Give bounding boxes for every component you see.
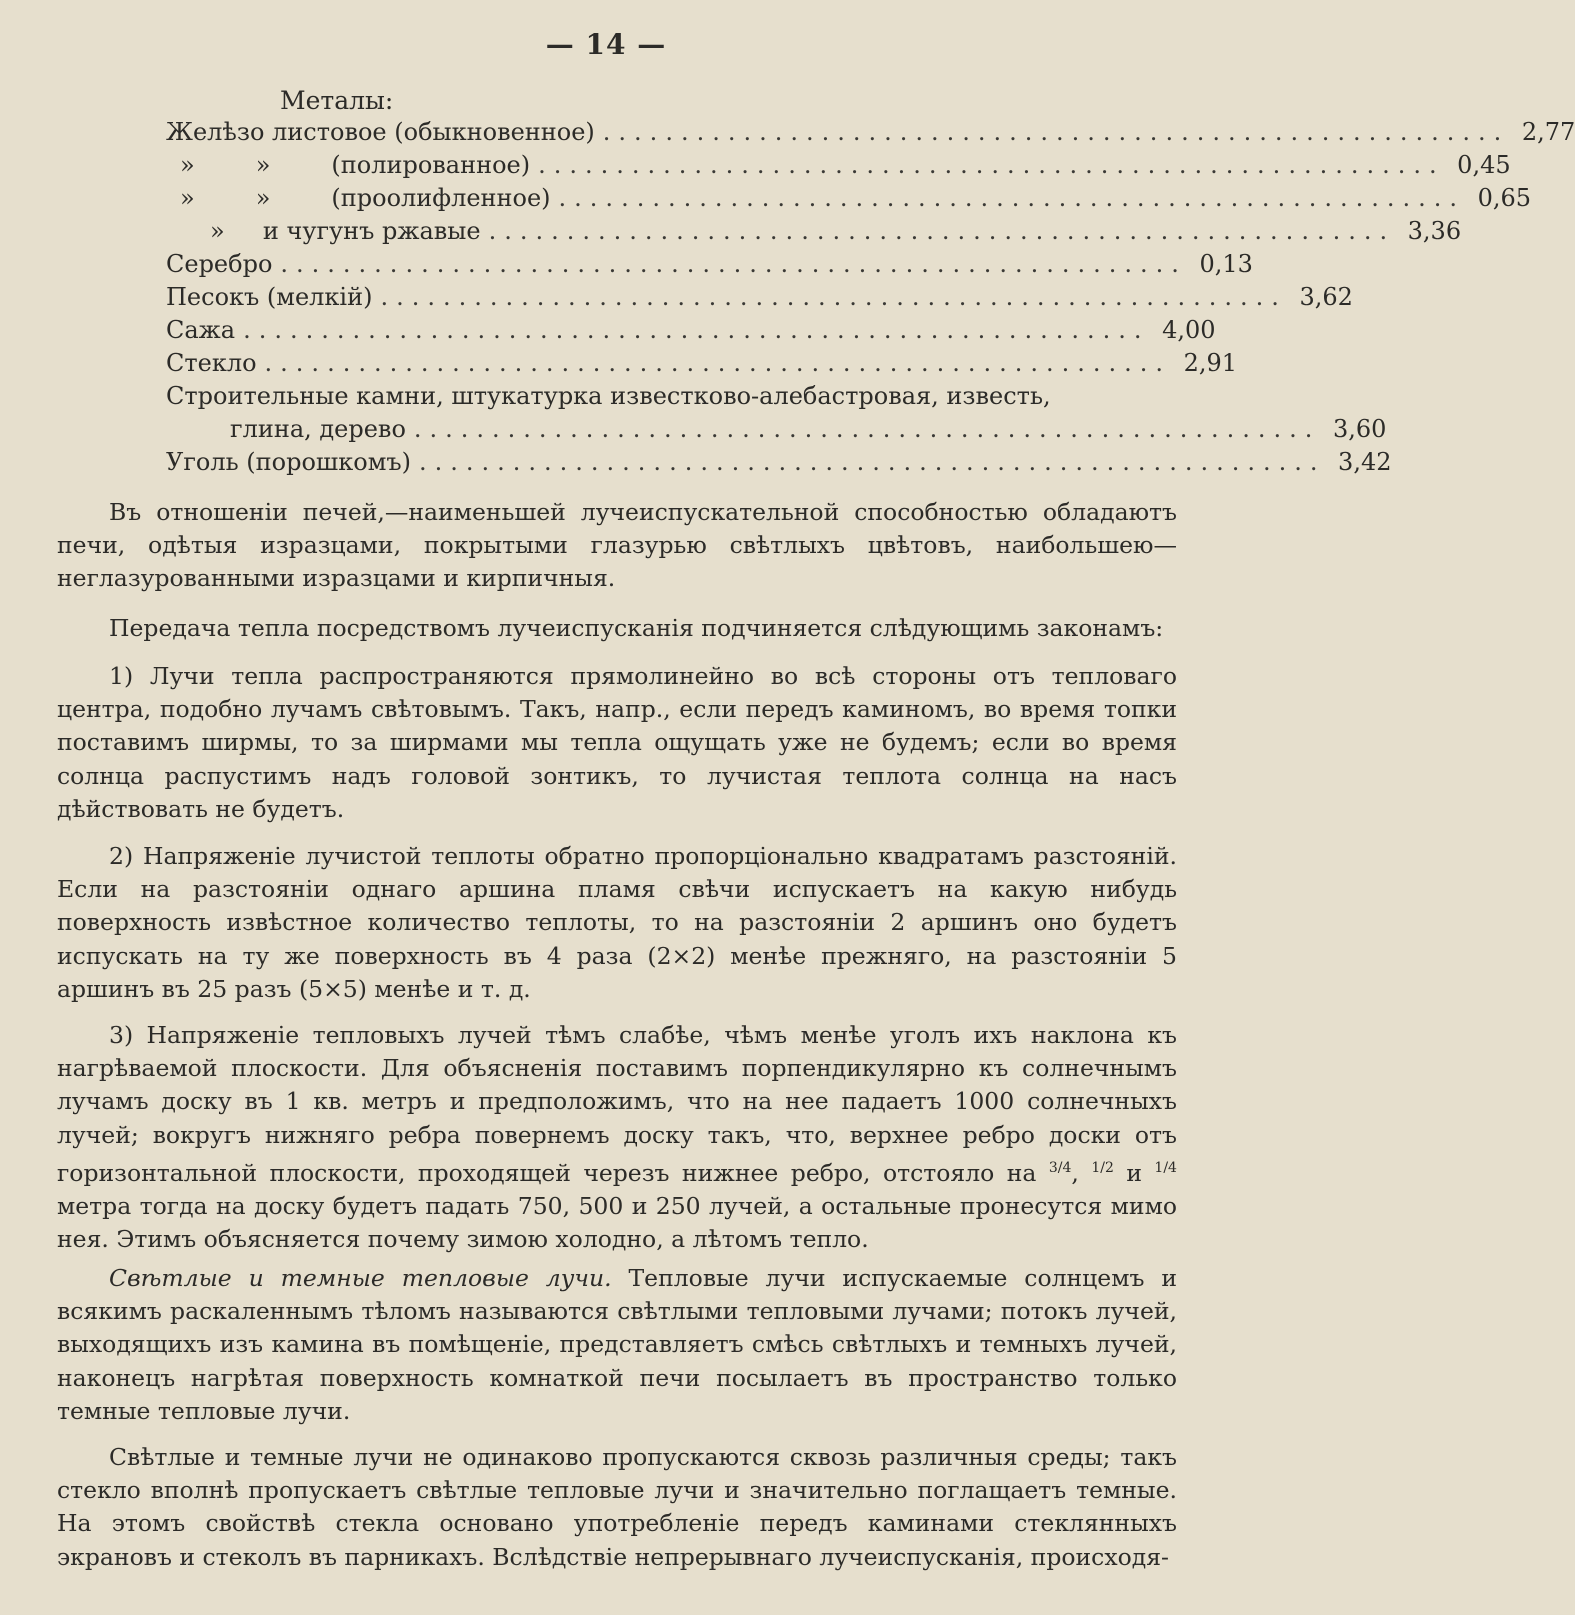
row-label: Серебро (166, 250, 273, 278)
law-3-tail: метра тогда на доску будетъ падать 750, 500 и 250 лучей, а остальные пронесутся мимо нея. Этимъ объясняется почему зимою холодно, а лѣтомъ тепло. (57, 1191, 1177, 1254)
row-value: 3,36 (1407, 217, 1462, 245)
row-label: Песокъ (мелкій) (166, 283, 373, 311)
table-row (230, 415, 1387, 448)
paragraph-law-3 (57, 1019, 1177, 1256)
leader-dots: .......................................................... (264, 349, 1172, 377)
table-row (210, 217, 1462, 250)
row-label: » » (проолифленное) (180, 184, 551, 212)
row-label: Желѣзо листовое (обыкновенное) (166, 118, 595, 146)
row-label: » » (полированное) (180, 151, 531, 179)
table-row (166, 250, 1253, 283)
table-row (166, 316, 1216, 349)
fraction-quarter: 1/4 (1154, 1159, 1177, 1176)
row-value: 3,62 (1299, 283, 1353, 311)
leader-dots: .......................................................... (602, 118, 1510, 146)
law-3-text: 3) Напряженіе тепловыхъ лучей тѣмъ слабѣе, чѣмъ менѣе уголъ ихъ наклона къ нагрѣваемой плоскости. Для объясненія поставимъ порпендикулярно къ солнечнымъ лучамъ доску въ 1 кв. метръ и предположимъ, что на нее падаетъ 1000 солнечныхъ лучей; вокругъ нижняго ребра повернемъ доску такъ, что, верхнее ребро доски отъ горизонтальной плоскости, проходящей черезъ нижнее ребро, отстояло на (57, 1021, 1177, 1187)
leader-dots: .......................................................... (488, 217, 1396, 245)
light-dark-rays-text: Тепловые лучи испускаемые солнцемъ и всякимъ раскаленнымъ тѣломъ называются свѣтлыми тепловыми лучами; потокъ лучей, выходящихъ изъ камина въ помѣщеніе, представляетъ смѣсь свѣтлыхъ и темныхъ лучей, наконецъ нагрѣтая поверхность комнаткой печи посылаетъ въ пространство только темные тепловые лучи. (57, 1264, 1177, 1425)
leader-dots: .......................................................... (419, 448, 1326, 476)
table-row (166, 448, 1392, 481)
row-value: 2,77 (1521, 118, 1575, 146)
paragraph-light-dark-rays (57, 1262, 1177, 1428)
row-label: Сажа (166, 316, 236, 344)
table-row (180, 184, 1532, 217)
law-3-comma: , (1071, 1158, 1079, 1187)
leader-dots: .......................................................... (538, 151, 1445, 179)
row-value: 0,65 (1477, 184, 1532, 212)
row-value: 0,13 (1199, 250, 1253, 278)
row-label: глина, дерево (230, 415, 406, 443)
row-label: Строительные камни, штукатурка известково-алебастровая, известь, (166, 382, 1051, 410)
row-value: 2,91 (1183, 349, 1238, 377)
fraction-half: 1/2 (1091, 1159, 1114, 1176)
row-value: 0,45 (1457, 151, 1511, 179)
row-value: 4,00 (1162, 316, 1216, 344)
row-label: Уголь (порошкомъ) (166, 448, 411, 476)
metals-heading: Металы: (280, 86, 394, 115)
leader-dots: .......................................................... (413, 415, 1321, 443)
leader-dots: .......................................................... (558, 184, 1466, 212)
leader-dots: .......................................................... (280, 250, 1187, 278)
paragraph-law-2: 2) Напряженіе лучистой теплоты обратно пропорціонально квадратамъ разстояній. Если на разстояніи однаго аршина пламя свѣчи испускаетъ на какую нибудь поверхность извѣстное количество теплоты, то на разстояніи 2 аршинъ оно будетъ испускать на ту же поверхность въ 4 раза (2×2) менѣе прежняго, на разстояніи 5 аршинъ въ 25 разъ (5×5) менѣе и т. д. (57, 842, 1177, 1003)
paragraph-glass: Свѣтлые и темные лучи не одинаково пропускаются сквозь различныя среды; такъ стекло вполнѣ пропускаетъ свѣтлые тепловые лучи и значительно поглащаетъ темные. На этомъ свойствѣ стекла основано употребленіе передъ каминами стеклянныхъ экрановъ и стеколъ въ парникахъ. Вслѣдствіе непрерывнаго лучеиспусканія, происходя- (57, 1443, 1177, 1571)
leader-dots: .......................................................... (243, 316, 1150, 344)
table-row (166, 349, 1238, 382)
row-label: Стекло (166, 349, 257, 377)
row-label: » и чугунъ ржавые (210, 217, 481, 245)
table-row (166, 283, 1353, 316)
page-number: — 14 — (545, 28, 667, 61)
leader-dots: .......................................................... (380, 283, 1287, 311)
row-value: 3,60 (1332, 415, 1387, 443)
section-heading-italic: Свѣтлые и темные тепловые лучи. (109, 1264, 612, 1292)
paragraph-laws-intro: Передача тепла посредствомъ лучеиспусканія подчиняется слѣдующимь законамъ: (109, 614, 1164, 642)
fraction-three-quarters: 3/4 (1048, 1159, 1072, 1176)
row-value: 3,42 (1338, 448, 1392, 476)
table-row (166, 382, 1051, 410)
law-3-and: и (1126, 1158, 1142, 1187)
table-row (166, 118, 1575, 151)
paragraph-law-1: 1) Лучи тепла распространяются прямолинейно во всѣ стороны отъ тепловаго центра, подобно лучамъ свѣтовымъ. Такъ, напр., если передъ каминомъ, во время топки поставимъ ширмы, то за ширмами мы тепла ощущать уже не будемъ; если во время солнца распустимъ надъ головой зонтикъ, то лучистая теплота солнца на насъ дѣйствовать не будетъ. (57, 662, 1177, 823)
paragraph-stoves: Въ отношеніи печей,—наименьшей лучеиспускательной способностью обладаютъ печи, одѣтыя изразцами, покрытыми глазурью свѣтлыхъ цвѣтовъ, наибольшею—неглазурованными изразцами и кирпичныя. (57, 498, 1177, 593)
table-row (180, 151, 1511, 184)
